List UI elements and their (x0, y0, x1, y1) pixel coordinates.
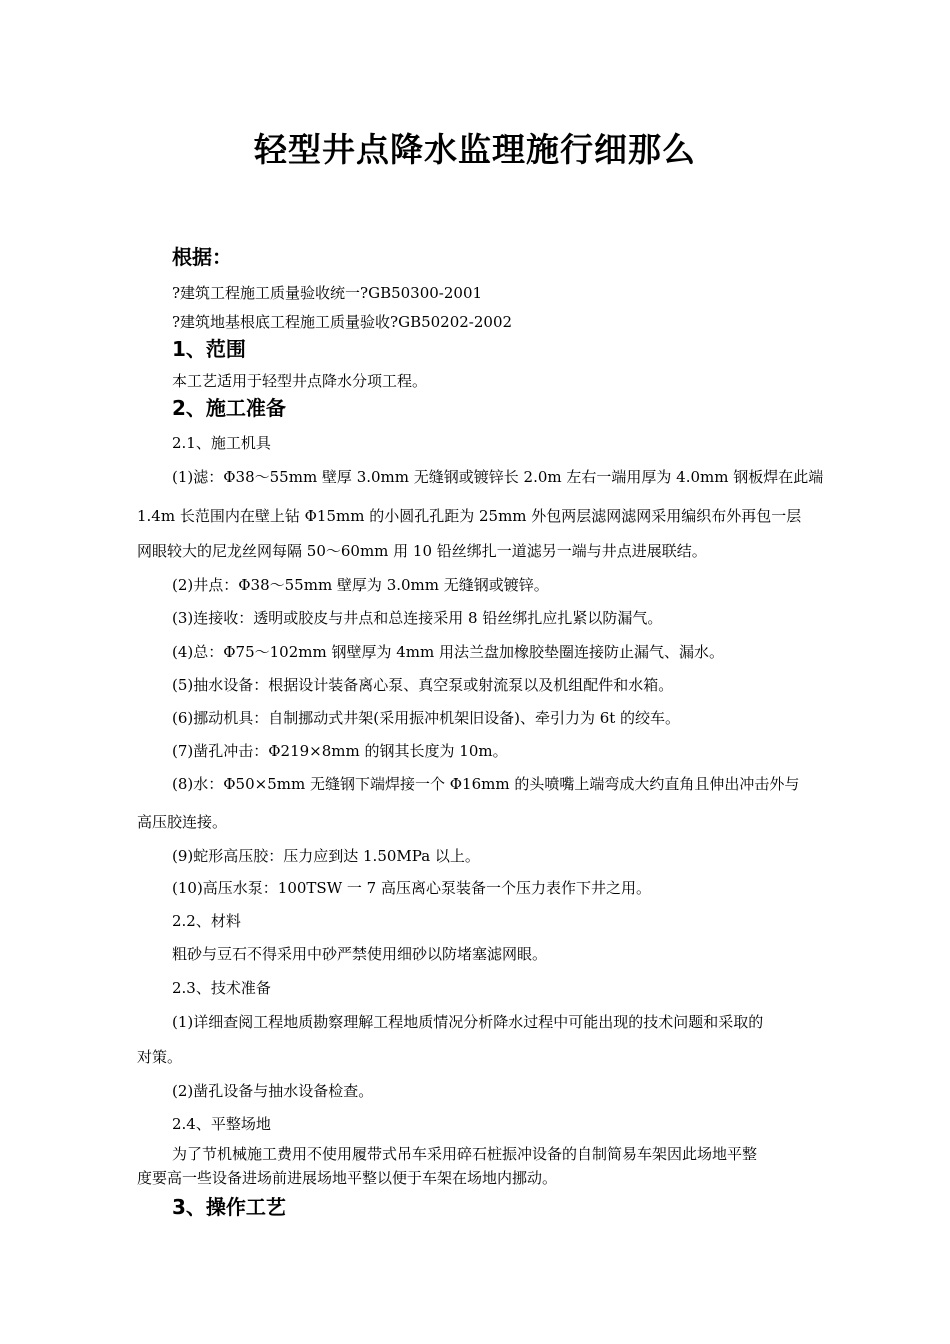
item-7: (7)凿孔冲击：Φ219×8mm 的钢其长度为 10m。 (172, 742, 508, 760)
item-1-line-2: 1.4m 长范围内在壁上钻 Φ15mm 的小圆孔孔距为 25mm 外包两层滤网滤网采用编织布外再包一层 (137, 507, 802, 525)
subsection-2-4-line-1: 为了节机械施工费用不使用履带式吊车采用碎石桩振冲设备的自制简易车架因此场地平整 (172, 1145, 758, 1163)
item-8-line-2: 高压胶连接。 (137, 813, 228, 831)
subsection-2-4-line-2: 度要高一些设备进场前进展场地平整以便于车架在场地内挪动。 (137, 1169, 558, 1187)
page-title: 轻型井点降水监理施行细那么 (254, 130, 696, 169)
section-2-heading: 2、施工准备 (172, 396, 286, 420)
subsection-2-2-heading: 2.2、材料 (172, 912, 241, 930)
item-3: (3)连接收：透明或胶皮与井点和总连接采用 8 铅丝绑扎应扎紧以防漏气。 (172, 609, 663, 627)
subsection-2-3-item-1-line-1: (1)详细查阅工程地质勘察理解工程地质情况分析降水过程中可能出现的技术问题和采取的 (172, 1013, 764, 1031)
subsection-2-3-heading: 2.3、技术准备 (172, 979, 271, 997)
subsection-2-2-text: 粗砂与豆石不得采用中砂严禁使用细砂以防堵塞滤网眼。 (172, 945, 548, 963)
basis-heading: 根据： (172, 245, 232, 269)
item-4: (4)总：Φ75～102mm 钢壁厚为 4mm 用法兰盘加橡胶垫圈连接防止漏气、漏水。 (172, 643, 725, 661)
item-10: (10)高压水泵：100TSW 一 7 高压离心泵装备一个压力表作下井之用。 (172, 879, 651, 897)
section-1-heading: 1、范围 (172, 337, 246, 361)
subsection-2-3-item-1-line-2: 对策。 (137, 1048, 183, 1066)
item-5: (5)抽水设备：根据设计装备离心泵、真空泵或射流泵以及机组配件和水箱。 (172, 676, 674, 694)
item-2: (2)井点：Φ38～55mm 壁厚为 3.0mm 无缝钢或镀锌。 (172, 576, 549, 594)
item-1-line-3: 网眼较大的尼龙丝网每隔 50～60mm 用 10 铅丝绑扎一道滤另一端与井点进展联结。 (137, 542, 707, 560)
subsection-2-3-item-2: (2)凿孔设备与抽水设备检查。 (172, 1082, 374, 1100)
item-8-line-1: (8)水：Φ50×5mm 无缝钢下端焊接一个 Φ16mm 的头喷嘴上端弯成大约直角且伸出冲击外与 (172, 775, 800, 793)
item-6: (6)挪动机具：自制挪动式井架(采用振冲机架旧设备)、牵引力为 6t 的绞车。 (172, 709, 681, 727)
subsection-2-4-heading: 2.4、平整场地 (172, 1115, 271, 1133)
section-3-heading: 3、操作工艺 (172, 1195, 286, 1219)
section-1-text: 本工艺适用于轻型井点降水分项工程。 (172, 372, 428, 390)
subsection-2-1-heading: 2.1、施工机具 (172, 434, 271, 452)
item-1-line-1: (1)滤：Φ38～55mm 壁厚 3.0mm 无缝钢或镀锌长 2.0m 左右一端用厚为 4.0mm 钢板焊在此端 (172, 468, 824, 486)
item-9: (9)蛇形高压胶：压力应到达 1.50MPa 以上。 (172, 847, 480, 865)
basis-ref-1: ?建筑工程施工质量验收统一?GB50300-2001 (172, 284, 483, 302)
basis-ref-2: ?建筑地基根底工程施工质量验收?GB50202-2002 (172, 313, 513, 331)
